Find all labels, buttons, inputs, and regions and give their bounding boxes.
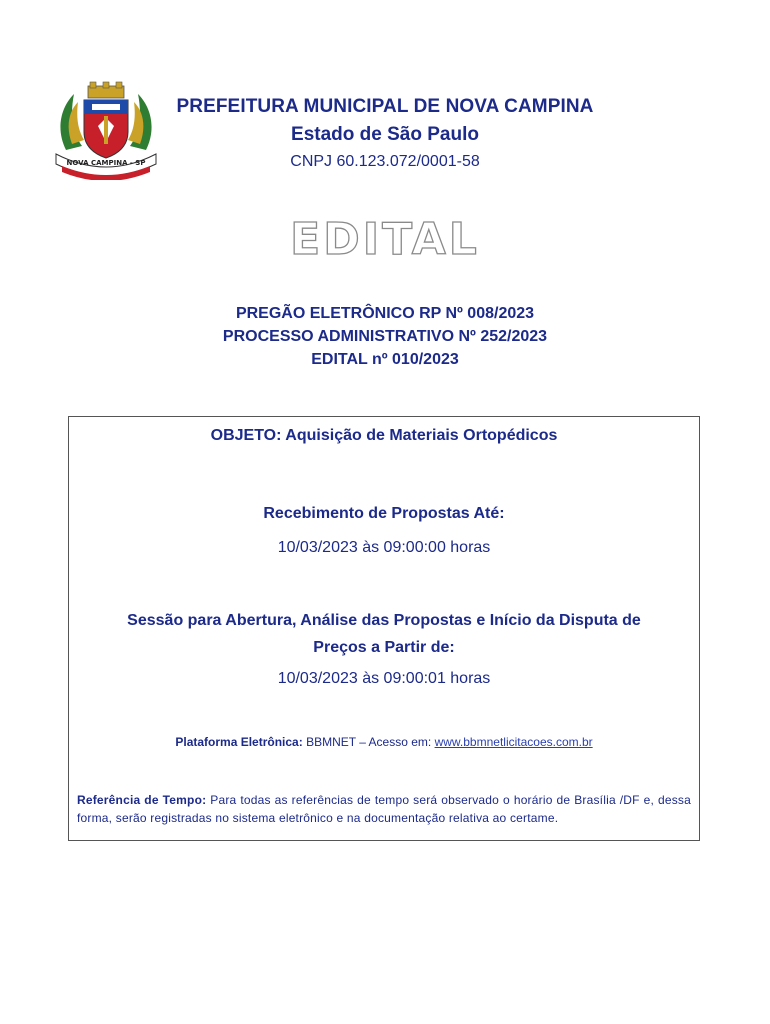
plataforma-label: Plataforma Eletrônica: xyxy=(175,735,303,749)
crest-ribbon-text: NOVA CAMPINA - SP xyxy=(66,159,146,167)
state-name: Estado de São Paulo xyxy=(291,124,479,145)
municipal-crest-logo xyxy=(52,80,160,180)
municipality-title: PREFEITURA MUNICIPAL DE NOVA CAMPINA xyxy=(176,96,594,117)
pregao-number: PREGÃO ELETRÔNICO RP Nº 008/2023 xyxy=(235,305,535,322)
sessao-label-line1: Sessão para Abertura, Análise das Propostas e Início da Disputa de xyxy=(127,612,641,629)
plataforma-text: BBMNET – Acesso em: xyxy=(306,735,432,749)
document-header xyxy=(160,96,610,171)
plataforma-line xyxy=(69,735,699,749)
cnpj-number: CNPJ 60.123.072/0001-58 xyxy=(290,153,480,170)
sessao-date: 10/03/2023 às 09:00:01 horas xyxy=(277,670,491,687)
sessao-label xyxy=(69,607,699,661)
plataforma-link[interactable]: www.bbmnetlicitacoes.com.br xyxy=(434,735,593,749)
process-identifiers xyxy=(0,302,770,371)
referencia-tempo xyxy=(77,791,691,827)
referencia-text: Para todas as referências de tempo será observado o horário de Brasília /DF e, dessa forma, serão registradas no sistema eletrônico e na documentação relativa ao certame. xyxy=(77,793,691,825)
recebimento-label: Recebimento de Propostas Até: xyxy=(263,505,505,522)
referencia-label: Referência de Tempo: xyxy=(77,793,207,807)
edital-number: EDITAL nº 010/2023 xyxy=(311,351,459,368)
objeto-line: OBJETO: Aquisição de Materiais Ortopédicos xyxy=(210,427,558,444)
info-box xyxy=(68,416,700,841)
processo-number: PROCESSO ADMINISTRATIVO Nº 252/2023 xyxy=(222,328,548,345)
sessao-label-line2: Preços a Partir de: xyxy=(313,639,455,656)
edital-heading: EDITAL xyxy=(290,214,480,265)
recebimento-date: 10/03/2023 às 09:00:00 horas xyxy=(277,539,491,556)
